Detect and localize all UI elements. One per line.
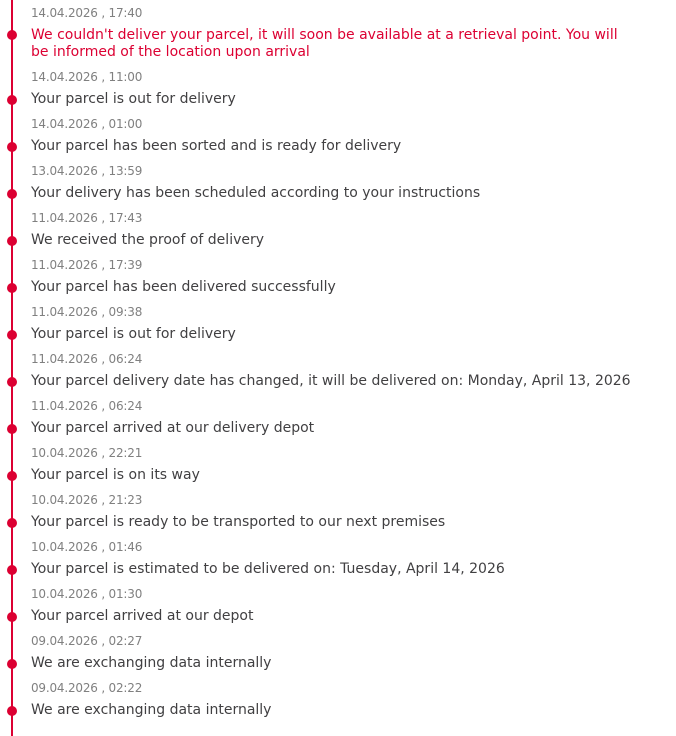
event-timestamp: 11.04.2026 , 17:39 <box>31 258 143 272</box>
event-message: Your parcel is ready to be transported to our next premises <box>31 514 446 530</box>
event-timestamp: 11.04.2026 , 06:24 <box>31 399 143 413</box>
event-message: Your parcel delivery date has changed, it will be delivered on: Monday, April 13, 2026 <box>31 373 631 389</box>
event-message: Your parcel has been sorted and is ready for delivery <box>31 138 402 154</box>
timeline-dot-icon <box>7 30 17 40</box>
event-timestamp: 14.04.2026 , 17:40 <box>31 6 143 20</box>
timeline-dot-icon <box>7 95 17 105</box>
event-timestamp: 10.04.2026 , 01:30 <box>31 587 143 601</box>
event-timestamp: 10.04.2026 , 21:23 <box>31 493 143 507</box>
event-message: We received the proof of delivery <box>31 232 265 248</box>
event-message: Your parcel is out for delivery <box>31 91 236 107</box>
timeline-dot-icon <box>7 706 17 716</box>
event-message: Your parcel arrived at our delivery depot <box>31 420 315 436</box>
event-timestamp: 09.04.2026 , 02:22 <box>31 681 143 695</box>
event-timestamp: 10.04.2026 , 22:21 <box>31 446 143 460</box>
event-timestamp: 11.04.2026 , 17:43 <box>31 211 143 225</box>
timeline-dot-icon <box>7 518 17 528</box>
event-timestamp: 14.04.2026 , 11:00 <box>31 70 143 84</box>
timeline-dot-icon <box>7 283 17 293</box>
timeline-dot-icon <box>7 612 17 622</box>
event-message: Your parcel is out for delivery <box>31 326 236 342</box>
timeline-dot-icon <box>7 236 17 246</box>
event-message: Your delivery has been scheduled according to your instructions <box>31 185 481 201</box>
event-timestamp: 13.04.2026 , 13:59 <box>31 164 143 178</box>
event-message: Your parcel is estimated to be delivered on: Tuesday, April 14, 2026 <box>31 561 505 577</box>
event-message: We couldn't deliver your parcel, it will soon be available at a retrieval point. You will be informed of the location upon arrival <box>31 27 618 60</box>
event-message: We are exchanging data internally <box>31 655 272 671</box>
event-timestamp: 14.04.2026 , 01:00 <box>31 117 143 131</box>
timeline-dot-icon <box>7 471 17 481</box>
timeline-dot-icon <box>7 189 17 199</box>
event-timestamp: 09.04.2026 , 02:27 <box>31 634 143 648</box>
timeline-rail <box>11 0 13 736</box>
event-message: Your parcel arrived at our depot <box>31 608 254 624</box>
event-timestamp: 11.04.2026 , 06:24 <box>31 352 143 366</box>
timeline-dot-icon <box>7 142 17 152</box>
timeline-dot-icon <box>7 424 17 434</box>
event-message: Your parcel is on its way <box>31 467 200 483</box>
timeline-dot-icon <box>7 330 17 340</box>
timeline-dot-icon <box>7 565 17 575</box>
event-timestamp: 11.04.2026 , 09:38 <box>31 305 143 319</box>
event-message: Your parcel has been delivered successfully <box>31 279 336 295</box>
timeline-dot-icon <box>7 377 17 387</box>
event-message: We are exchanging data internally <box>31 702 272 718</box>
timeline-dot-icon <box>7 659 17 669</box>
event-timestamp: 10.04.2026 , 01:46 <box>31 540 143 554</box>
